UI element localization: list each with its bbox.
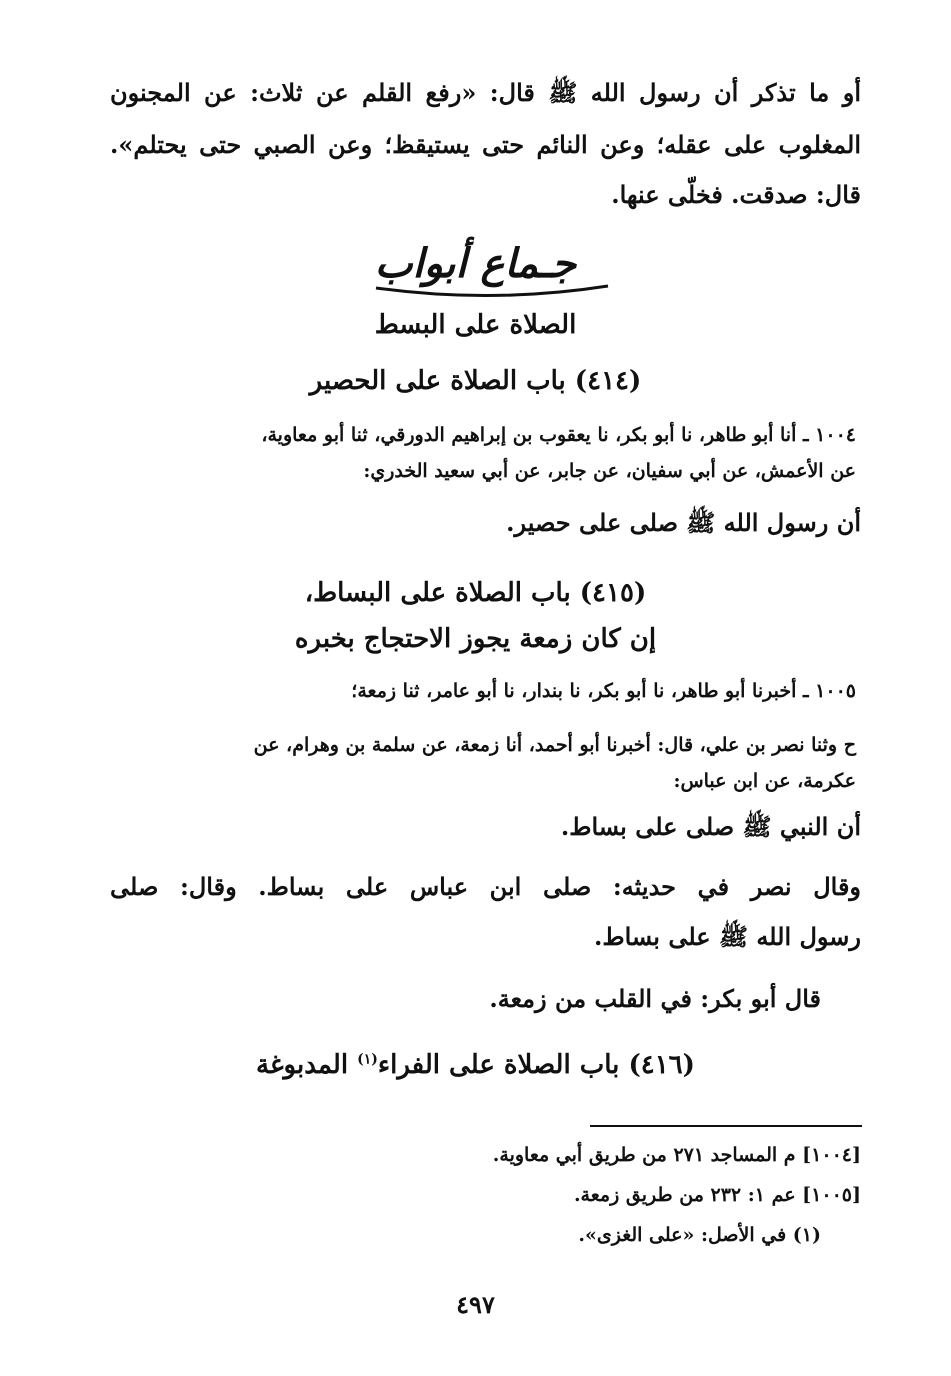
hadith-1005-isnad-line-1: ١٠٠٥ ـ أخبرنا أبو طاهر، نا أبو بكر، نا بندار، نا أبو عامر، ثنا زمعة؛: [351, 680, 856, 702]
hadith-1005-note-line-1: وقال نصر في حديثه: صلى ابن عباس على بساط. وقال: صلى: [110, 872, 861, 901]
hadith-1004-isnad-line-2: عن الأعمش، عن أبي سفيان، عن جابر، عن أبي سعيد الخدري:: [363, 460, 856, 482]
section-subtitle: الصلاة على البسط: [374, 310, 577, 340]
page-number: ٤٩٧: [456, 1290, 495, 1319]
calligraphy-flourish-icon: [372, 282, 612, 300]
hadith-1005-note-line-3: قال أبو بكر: في القلب من زمعة.: [489, 984, 821, 1013]
intro-line-1: أو ما تذكر أن رسول الله ﷺ قال: «رفع القلم عن ثلاث: عن المجنون: [110, 78, 861, 107]
footnote-marker-1[interactable]: (١): [357, 1051, 378, 1068]
hadith-1004-isnad-line-1: ١٠٠٤ ـ أنا أبو طاهر، نا أبو بكر، نا يعقوب بن إبراهيم الدورقي، ثنا أبو معاوية،: [261, 424, 856, 446]
footnote-divider: [590, 1125, 862, 1127]
footnote-1: (١) في الأصل: «على الغزى».: [578, 1224, 821, 1246]
chapter-416-heading-text: (٤١٦) باب الصلاة على الفراء: [377, 1050, 695, 1080]
hadith-1005-isnad-line-3: عكرمة، عن ابن عباس:: [673, 770, 856, 792]
chapter-415-heading-line-1: (٤١٥) باب الصلاة على البساط،: [304, 578, 647, 608]
footnote-1004: [١٠٠٤] م المساجد ٢٧١ من طريق أبي معاوية.: [492, 1144, 861, 1166]
chapter-416-heading-text-end: المدبوغة: [256, 1050, 358, 1080]
intro-line-2: المغلوب على عقله؛ وعن النائم حتى يستيقظ؛ وعن الصبي حتى يحتلم».: [110, 130, 861, 159]
hadith-1005-matn: أن النبي ﷺ صلى على بساط.: [560, 812, 861, 841]
hadith-1005-isnad-line-2: ح وثنا نصر بن علي، قال: أخبرنا أبو أحمد، أنا زمعة، عن سلمة بن وهرام، عن: [253, 734, 856, 756]
chapter-415-heading-line-2: إن كان زمعة يجوز الاحتجاج بخبره: [294, 624, 657, 654]
chapter-416-heading: [0, 1050, 951, 1080]
hadith-1005-note-line-2: رسول الله ﷺ على بساط.: [594, 922, 861, 951]
section-calligraphy-title: جـماع أبواب: [374, 240, 577, 287]
intro-line-3: قال: صدقت. فخلّى عنها.: [611, 180, 861, 209]
footnote-1005: [١٠٠٥] عم ١: ٢٣٢ من طريق زمعة.: [573, 1184, 861, 1206]
hadith-1004-matn: أن رسول الله ﷺ صلى على حصير.: [506, 508, 861, 537]
chapter-414-heading: (٤١٤) باب الصلاة على الحصير: [309, 366, 642, 396]
